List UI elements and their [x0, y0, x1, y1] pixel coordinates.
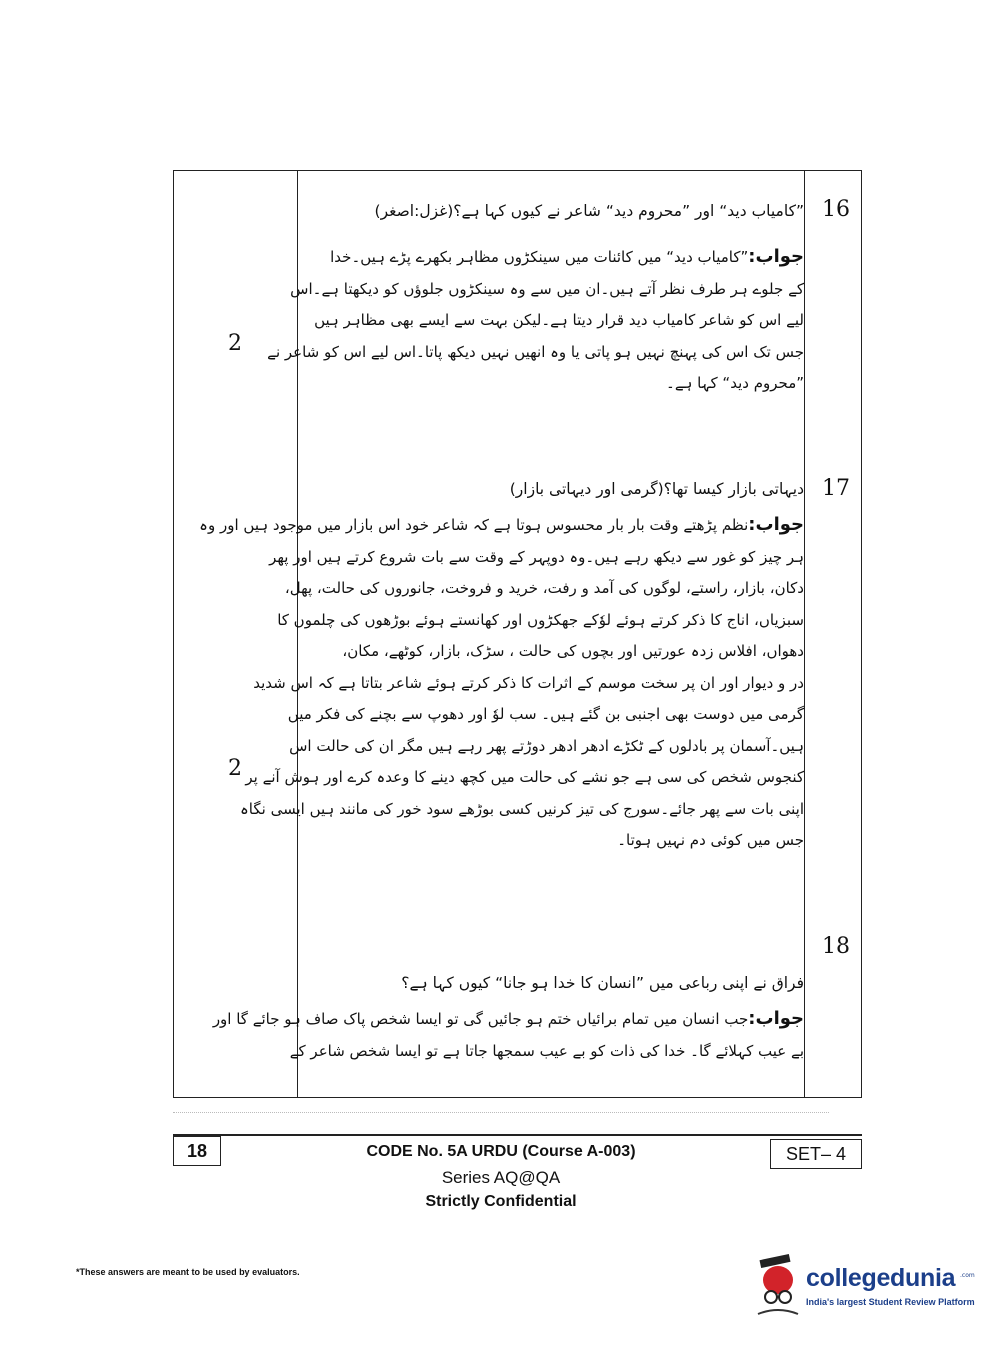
answer-line: جب انسان میں تمام برائیاں ختم ہو جائیں گی تو ایسا شخص پاک صاف ہو جائے گا اور — [212, 1010, 749, 1028]
brand-suffix: .com — [960, 1272, 975, 1279]
question-text: دیہاتی بازار کیسا تھا؟(گرمی اور دیہاتی بازار) — [509, 480, 804, 498]
brand-name: collegedunia — [806, 1264, 956, 1292]
question-text: ”کامیاب دید“ اور ”محروم دید“ شاعر نے کیوں کہا ہے؟(غزل:اصغر) — [374, 202, 804, 220]
answer-line: ”محروم دید“ کہا ہے۔ — [666, 374, 804, 392]
answer-16 — [267, 241, 804, 400]
answer-label: جواب: — [748, 1008, 804, 1029]
marks: 2 — [228, 331, 242, 356]
answer-line: دکان، بازار، راستے، لوگوں کی آمد و رفت، خرید و فروخت، جانوروں کی حالت، پھل، — [284, 579, 804, 597]
answer-line: جس تک اس کی پہنچ نہیں ہو پاتی یا وہ انھیں نہیں دیکھ پاتا۔اس لیے اس کو شاعر نے — [267, 342, 804, 361]
set-label: SET– 4 — [770, 1139, 862, 1169]
answer-table — [173, 170, 862, 1098]
series: Series AQ@QA — [441, 1168, 561, 1187]
question-18 — [212, 963, 804, 1067]
answer-line: اپنی بات سے پھر جائے۔سورج کی تیز کرنیں کسی بوڑھے سود خور کی مانند ہیں ایسی نگاہ — [239, 799, 804, 818]
answer-line: ہر چیز کو غور سے دیکھ رہے ہیں۔وہ دوپہر کے وقت سے بات شروع کرتے ہیں اور پھر — [269, 547, 804, 566]
answer-17 — [199, 509, 804, 857]
answer-label: جواب: — [748, 246, 804, 267]
answer-line: ”کامیاب دید“ میں کائنات میں سینکڑوں مظاہر بکھرے پڑے ہیں۔خدا — [330, 248, 749, 266]
answer-line: در و دیوار اور ان پر سخت موسم کے اثرات کا ذکر کرتے ہوئے شاعر بتاتا ہے کہ اس شدید — [253, 673, 804, 692]
marks: 2 — [228, 756, 242, 781]
column-divider — [804, 171, 805, 1097]
answer-line: کے جلوے ہر طرف نظر آتے ہیں۔ان میں سے وہ سینکڑوں جلوؤں کو دیکھتا ہے۔اس — [290, 279, 804, 298]
question-text: فراق نے اپنی رباعی میں ”انسان کا خدا ہو جانا“ کیوں کہا ہے؟ — [401, 974, 804, 992]
confidential-label: Strictly Confidential — [425, 1193, 577, 1210]
answer-line: ہیں۔آسمان پر بادلوں کے ٹکڑے ادھر ادھر دوڑتے پھر رہے ہیں مگر ان کی حالت اس — [289, 736, 804, 755]
answer-line: کنجوس شخص کی سی ہے جو نشے کی حالت میں کچھ دینے کا وعدہ کرے اور ہوش آنے پر — [245, 768, 804, 786]
answer-line: لیے اس کو شاعر کامیاب دید قرار دیتا ہے۔لیکن بہت سے ایسے بھی مظاہر ہیں — [314, 311, 804, 329]
footer-divider — [173, 1112, 829, 1113]
answer-line: جس میں کوئی دم نہیں ہوتا۔ — [617, 831, 804, 849]
answer-line: سبزیاں، اناج کا ذکر کرتے ہوئے لوٗکے جھکڑوں اور کھانستے ہوئے بوڑھوں کی چلموں کا — [277, 610, 804, 629]
answer-line: دھواں، افلاس زدہ عورتیں اور بچوں کی حالت ، سڑک، بازار، کوٹھے، مکان، — [342, 642, 804, 660]
answer-line: نظم پڑھتے وقت بار بار محسوس ہوتا ہے کہ شاعر خود اس بازار میں موجود ہیں اور وہ — [199, 516, 749, 534]
question-number: 16 — [822, 197, 850, 222]
answer-label: جواب: — [748, 514, 804, 535]
evaluator-note: *These answers are meant to be used by evaluators. — [76, 1267, 300, 1277]
question-16 — [267, 191, 804, 400]
question-number: 18 — [822, 934, 850, 959]
answer-line: بے عیب کہلائے گا۔ خدا کی ذات کو بے عیب سمجھا جاتا ہے تو ایسا شخص شاعر کے — [289, 1041, 804, 1060]
footer-divider — [173, 1134, 862, 1136]
course-code: CODE No. 5A URDU (Course A-003) — [366, 1143, 636, 1160]
question-17 — [199, 469, 804, 857]
page-number: 18 — [173, 1136, 221, 1166]
question-number: 17 — [822, 476, 850, 501]
answer-18 — [212, 1003, 804, 1067]
answer-line: گرمی میں دوست بھی اجنبی بن گئے ہیں۔ سب لوٗ اور دھوپ سے بچنے کی فکر میں — [287, 705, 804, 723]
mascot-icon — [758, 1254, 798, 1314]
brand-tagline: India's largest Student Review Platform — [806, 1297, 975, 1307]
